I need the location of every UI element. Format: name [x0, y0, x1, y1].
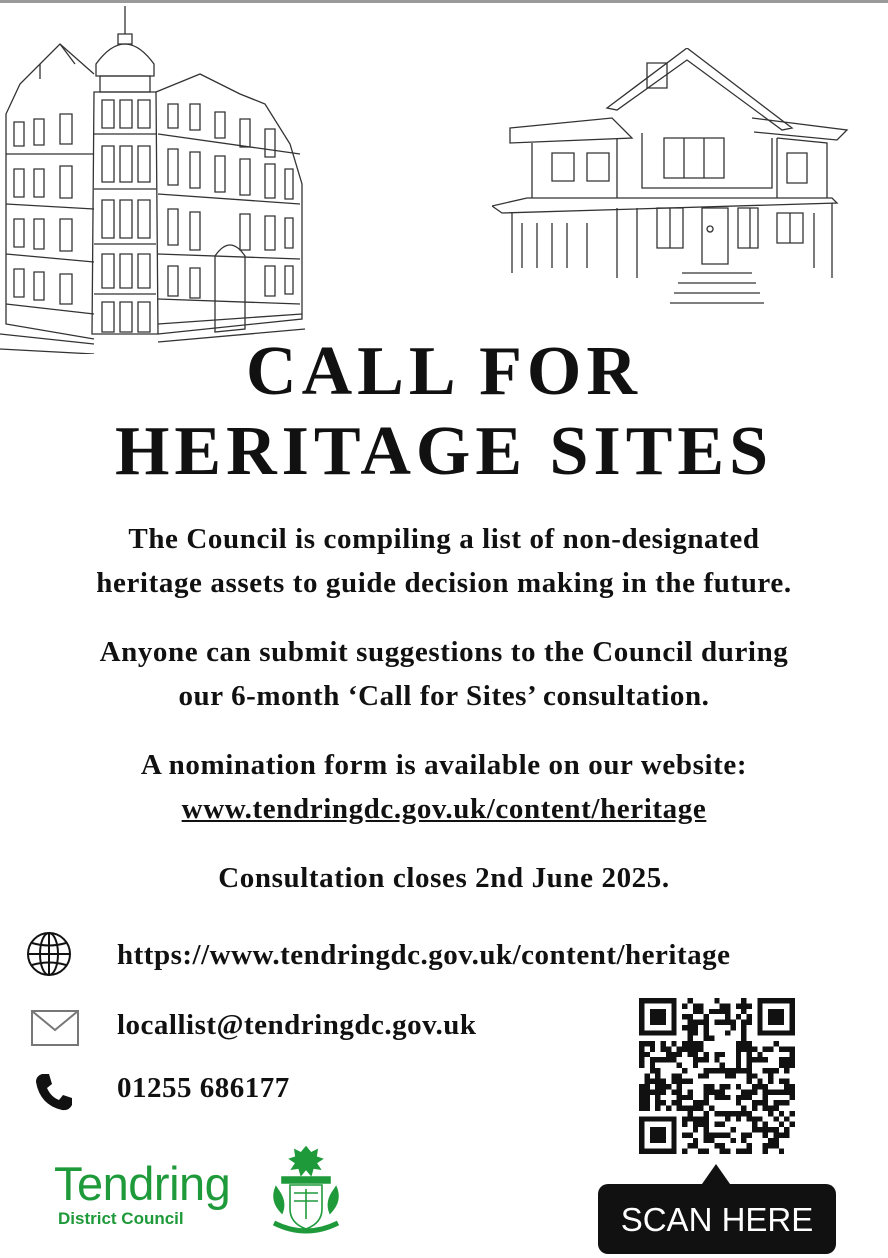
district-council-label: District Council	[58, 1209, 184, 1228]
house-illustration	[492, 48, 852, 308]
qr-code[interactable]	[639, 998, 795, 1154]
submit-paragraph	[30, 630, 858, 718]
top-border	[0, 0, 888, 3]
victorian-building-illustration	[0, 4, 310, 354]
form-line-1: A nomination form is available on our website:	[140, 749, 748, 781]
intro-paragraph	[30, 517, 858, 605]
heritage-website-link[interactable]: www.tendringdc.gov.uk/content/heritage	[181, 793, 707, 825]
scan-here-label: SCAN HERE	[620, 1201, 814, 1238]
title-line-2: HERITAGE SITES	[114, 413, 774, 490]
phone-icon	[34, 1072, 74, 1112]
intro-line-1: The Council is compiling a list of non-designated	[128, 523, 760, 555]
closing-date: Consultation closes 2nd June 2025.	[218, 862, 670, 894]
council-crest-icon	[268, 1143, 344, 1243]
envelope-icon	[31, 1010, 79, 1046]
intro-line-2: heritage assets to guide decision making in the future.	[96, 567, 792, 599]
submit-line-2: our 6-month ‘Call for Sites’ consultation.	[178, 680, 710, 712]
globe-icon	[25, 930, 73, 978]
phone-contact-link[interactable]: 01255 686177	[117, 1072, 290, 1104]
email-contact-link[interactable]: locallist@tendringdc.gov.uk	[117, 1009, 477, 1041]
website-contact-link[interactable]: https://www.tendringdc.gov.uk/content/heritage	[117, 939, 731, 971]
tendring-logo-text: Tendring	[54, 1157, 231, 1210]
submit-line-1: Anyone can submit suggestions to the Council during	[99, 636, 789, 668]
title-line-1: CALL FOR	[246, 333, 642, 410]
form-paragraph	[30, 743, 858, 831]
